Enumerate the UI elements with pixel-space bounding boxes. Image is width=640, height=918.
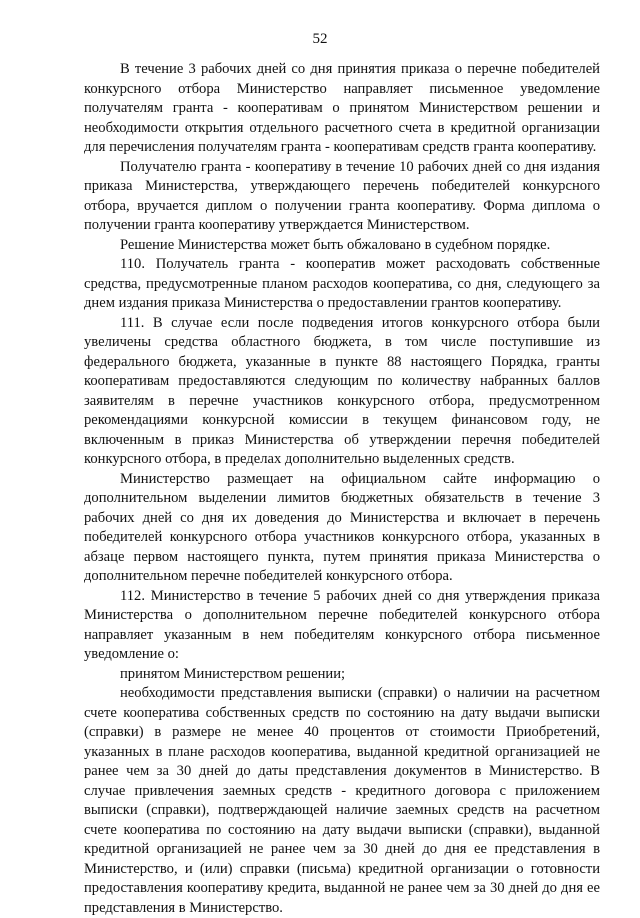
paragraph-grant-notification: В течение 3 рабочих дней со дня принятия приказа о перечне победителей конкурсного отбора Министерство направляет письменное уведомление получателям гранта - кооперативам о принятом Министерством решении и необходимости открытия отдельного расчетного счета в кредитной организации для перечисления получателям гранта - кооперативам средств гранта кооперативу. bbox=[84, 61, 600, 155]
paragraph-clause-112-statement: необходимости представления выписки (справки) о наличии на расчетном счете кооператива собственных средств по состоянию на дату выдачи выписки (справки) в размере не менее 40 процентов от стоимости Приобретений, указанных в плане расходов кооператива, выданной кредитной организацией не ранее чем за 30 дней до даты представления документов в Министерство. В случае привлечения заемных средств - кредитного договора с приложением выписки (справки), подтверждающей наличие заемных средств на расчетном счете кооператива по состоянию на дату выдачи выписки (справки), выданной кредитной организацией не ранее чем за 30 дней до дня ее представления в Министерство, и (или) справки (письма) кредитной организации о готовности предоставления кооперативу кредита, выданной не ранее чем за 30 дней до дня ее представления в Министерство. bbox=[84, 685, 600, 916]
document-body bbox=[84, 60, 600, 918]
paragraph-clause-112: 112. Министерство в течение 5 рабочих дней со дня утверждения приказа Министерства о дополнительном перечне победителей конкурсного отбора направляет указанным в нем победителям конкурсного отбора письменное уведомление о: bbox=[84, 587, 600, 662]
paragraph-clause-111: 111. В случае если после подведения итогов конкурсного отбора были увеличены средства областного бюджета, в том числе поступившие из федерального бюджета, указанные в пункте 88 настоящего Порядка, гранты кооперативам предоставляются следующим по количеству набранных баллов заявителям в перечне участников конкурсного отбора, предусмотренном рекомендациями конкурсной комиссии в текущем финансовом году, не включенным в приказ Министерства об утверждении перечня победителей конкурсного отбора, в пределах дополнительно выделенных средств. bbox=[84, 314, 600, 467]
paragraph-clause-110: 110. Получатель гранта - кооператив может расходовать собственные средства, предусмотренные планом расходов кооператива, со дня, следующего за днем издания приказа Министерства о предоставлении грантов кооперативу. bbox=[84, 256, 600, 311]
paragraph-clause-111-publication: Министерство размещает на официальном сайте информацию о дополнительном выделении лимитов бюджетных обязательств в течение 3 рабочих дней со дня их доведения до Министерства и включает в перечень победителей конкурсного отбора участников конкурсного отбора, указанных в абзаце первом настоящего пункта, путем принятия приказа Министерства о дополнительном перечне победителей конкурсного отбора. bbox=[84, 470, 600, 584]
page-number: 52 bbox=[312, 31, 328, 47]
paragraph-clause-112-decision: принятом Министерством решении; bbox=[120, 665, 346, 682]
paragraph-grant-diploma: Получателю гранта - кооперативу в течение 10 рабочих дней со дня издания приказа Министерства, утверждающего перечень победителей конкурсного отбора, вручается диплом о получении гранта кооперативу. Форма диплома о получении гранта кооперативу утверждается Министерством. bbox=[84, 158, 600, 233]
paragraph-appeal: Решение Министерства может быть обжаловано в судебном порядке. bbox=[120, 236, 551, 253]
